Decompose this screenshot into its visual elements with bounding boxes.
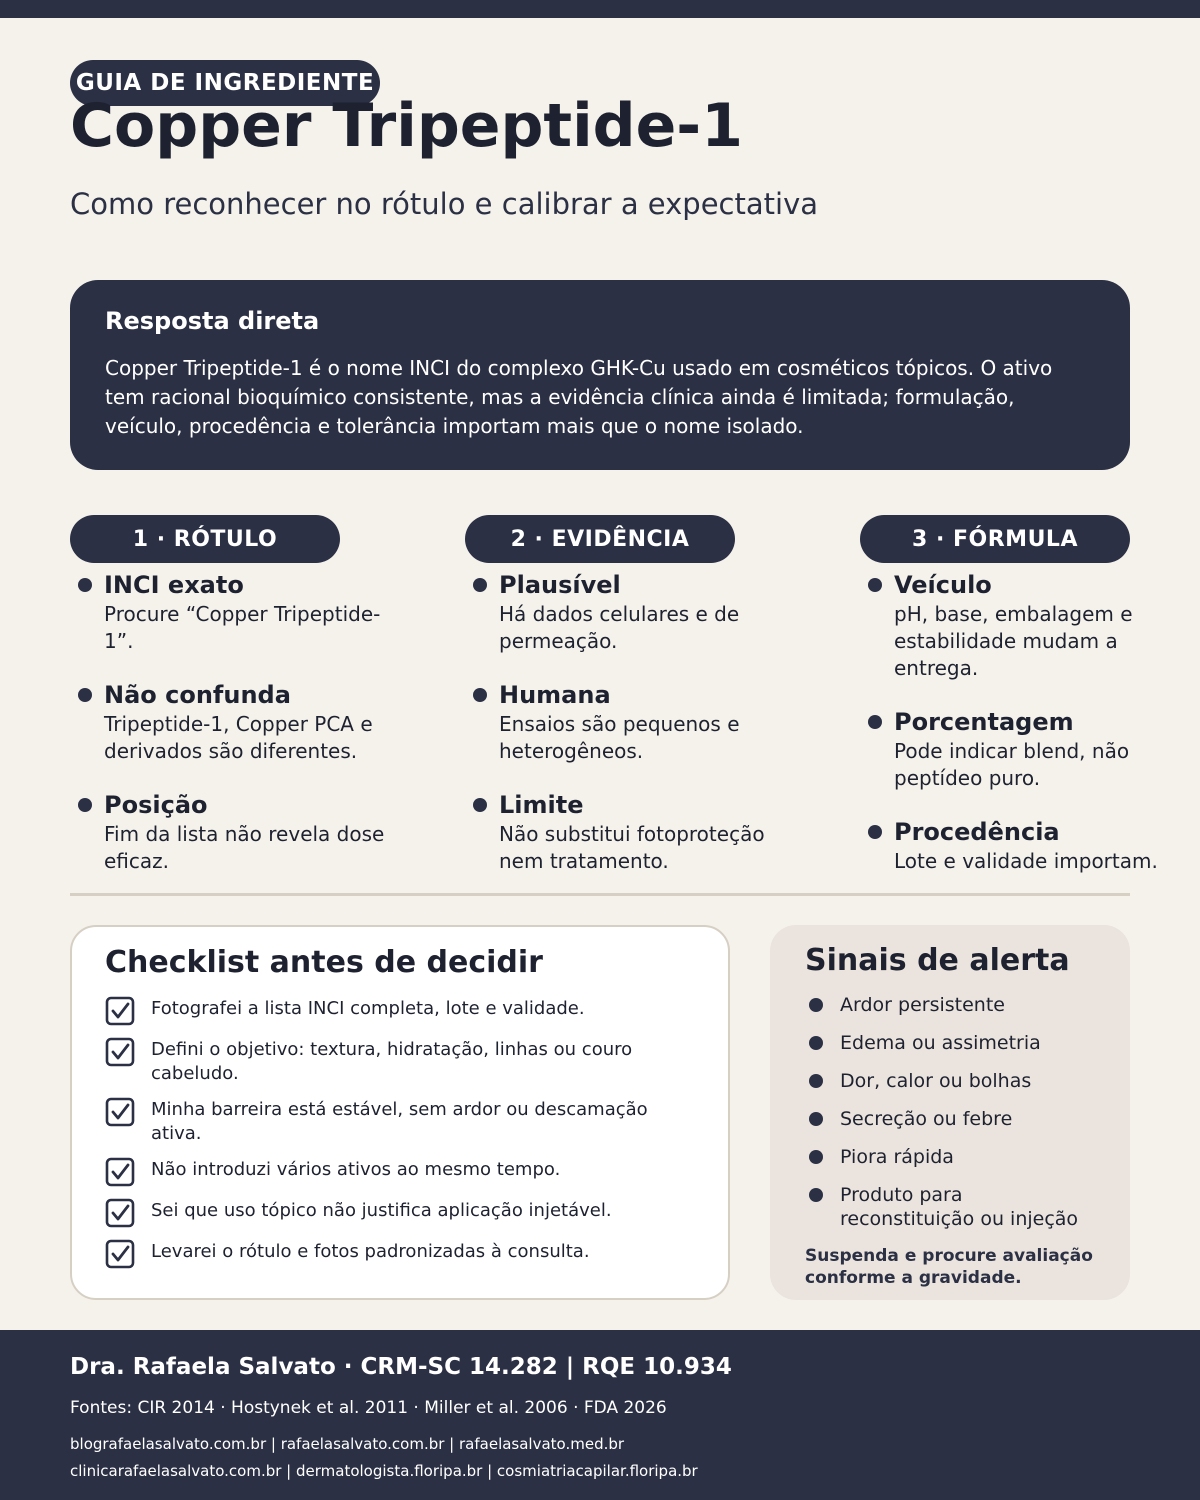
warning-note: Suspenda e procure avaliação conforme a gravidade. [805,1246,1093,1288]
checklist-item [105,995,695,1026]
warning-sign-item [805,1107,1095,1131]
bullet-icon [868,578,882,592]
item-heading: Veículo [894,571,992,599]
item-heading: Limite [499,791,584,819]
checked-box-icon [105,1198,135,1228]
page-title: Copper Tripeptide-1 [70,91,743,161]
checked-box-icon [105,1239,135,1269]
column-header: 2 · EVIDÊNCIA [465,515,735,563]
bullet-icon [78,688,92,702]
warning-sign-text: Secreção ou febre [840,1108,1013,1130]
direct-answer-body: Copper Tripeptide-1 é o nome INCI do complexo GHK-Cu usado em cosméticos tópicos. O ativo tem racional bioquímico consistente, mas a evidência clínica ainda é limitada; formulação, veículo, procedência e tolerância importam mais que o nome isolado. [105,356,1053,438]
bullet-icon [809,1150,823,1164]
checklist-item [105,1036,695,1086]
bullet-icon [809,1112,823,1126]
column-header: 3 · FÓRMULA [860,515,1130,563]
sources-line: Fontes: CIR 2014 · Hostynek et al. 2011 · Miller et al. 2006 · FDA 2026 [70,1398,667,1418]
bullet-icon [868,825,882,839]
direct-answer-heading: Resposta direta [105,307,320,335]
checklist-text: Minha barreira está estável, sem ardor ou descamação ativa. [151,1099,648,1144]
item-heading: Procedência [894,818,1060,846]
list-item [860,569,1190,682]
checklist-item [105,1197,695,1228]
section-divider [70,893,1130,896]
item-description: pH, base, embalagem e estabilidade mudam a entrega. [894,602,1133,680]
warning-sign-text: Edema ou assimetria [840,1032,1041,1054]
checked-box-icon [105,1097,135,1127]
checklist-panel [70,925,730,1300]
list-item [465,679,795,765]
checked-box-icon [105,1037,135,1067]
item-description: Ensaios são pequenos e heterogêneos. [499,712,740,763]
warning-signs-panel [770,925,1130,1300]
column-formula [860,515,1190,899]
footer [0,1330,1200,1500]
item-heading: Plausível [499,571,621,599]
column-list [70,569,400,875]
category-tag: GUIA DE INGREDIENTE [70,60,380,106]
item-description: Não substitui fotoproteção nem tratamento. [499,822,765,873]
warning-sign-item [805,993,1095,1017]
item-description: Pode indicar blend, não peptídeo puro. [894,739,1130,790]
page-subtitle: Como reconhecer no rótulo e calibrar a expectativa [70,187,818,221]
checklist-title: Checklist antes de decidir [105,945,543,980]
list-item [465,789,795,875]
checklist-text: Defini o objetivo: textura, hidratação, linhas ou couro cabeludo. [151,1039,633,1084]
warning-sign-text: Piora rápida [840,1146,954,1168]
list-item [70,679,400,765]
bullet-icon [868,715,882,729]
bullet-icon [809,1074,823,1088]
warning-signs-title: Sinais de alerta [805,943,1070,978]
warning-sign-text: Dor, calor ou bolhas [840,1070,1032,1092]
checked-box-icon [105,1157,135,1187]
websites-line-1: blografaelasalvato.com.br | rafaelasalvato.com.br | rafaelasalvato.med.br [70,1435,625,1453]
item-description: Procure “Copper Tripeptide-1”. [104,602,381,653]
list-item [860,706,1190,792]
author-credentials: Dra. Rafaela Salvato · CRM-SC 14.282 | RQE 10.934 [70,1354,732,1380]
checklist-text: Fotografei a lista INCI completa, lote e validade. [151,998,585,1019]
list-item [465,569,795,655]
checklist-text: Sei que uso tópico não justifica aplicação injetável. [151,1200,612,1221]
warning-sign-item [805,1031,1095,1055]
item-heading: Não confunda [104,681,291,709]
column-list [860,569,1190,875]
item-heading: Posição [104,791,208,819]
checklist-text: Levarei o rótulo e fotos padronizadas à consulta. [151,1241,590,1262]
warning-sign-item [805,1069,1095,1093]
bullet-icon [473,798,487,812]
bullet-icon [809,998,823,1012]
list-item [860,816,1190,875]
list-item [70,569,400,655]
bullet-icon [809,1036,823,1050]
warning-sign-item [805,1183,1095,1231]
item-description: Tripeptide-1, Copper PCA e derivados são diferentes. [104,712,373,763]
warning-sign-text: Produto para reconstituição ou injeção [840,1184,1079,1230]
direct-answer-panel [70,280,1130,470]
warning-sign-text: Ardor persistente [840,994,1005,1016]
bullet-icon [473,578,487,592]
websites-line-2: clinicarafaelasalvato.com.br | dermatologista.floripa.br | cosmiatriacapilar.floripa.br [70,1462,698,1480]
item-heading: Porcentagem [894,708,1074,736]
warning-signs-list [805,993,1095,1231]
item-description: Há dados celulares e de permeação. [499,602,740,653]
bullet-icon [473,688,487,702]
warning-sign-item [805,1145,1095,1169]
item-description: Fim da lista não revela dose eficaz. [104,822,385,873]
checked-box-icon [105,996,135,1026]
checklist-item [105,1096,695,1146]
item-description: Lote e validade importam. [894,849,1158,873]
checklist-item [105,1238,695,1269]
top-bar [0,0,1200,18]
bullet-icon [78,578,92,592]
item-heading: Humana [499,681,611,709]
bullet-icon [809,1188,823,1202]
list-item [70,789,400,875]
checklist-text: Não introduzi vários ativos ao mesmo tempo. [151,1159,561,1180]
column-list [465,569,795,875]
column-evidencia [465,515,795,899]
column-rotulo [70,515,400,899]
checklist-list [105,995,695,1269]
checklist-item [105,1156,695,1187]
item-heading: INCI exato [104,571,244,599]
bullet-icon [78,798,92,812]
column-header: 1 · RÓTULO [70,515,340,563]
